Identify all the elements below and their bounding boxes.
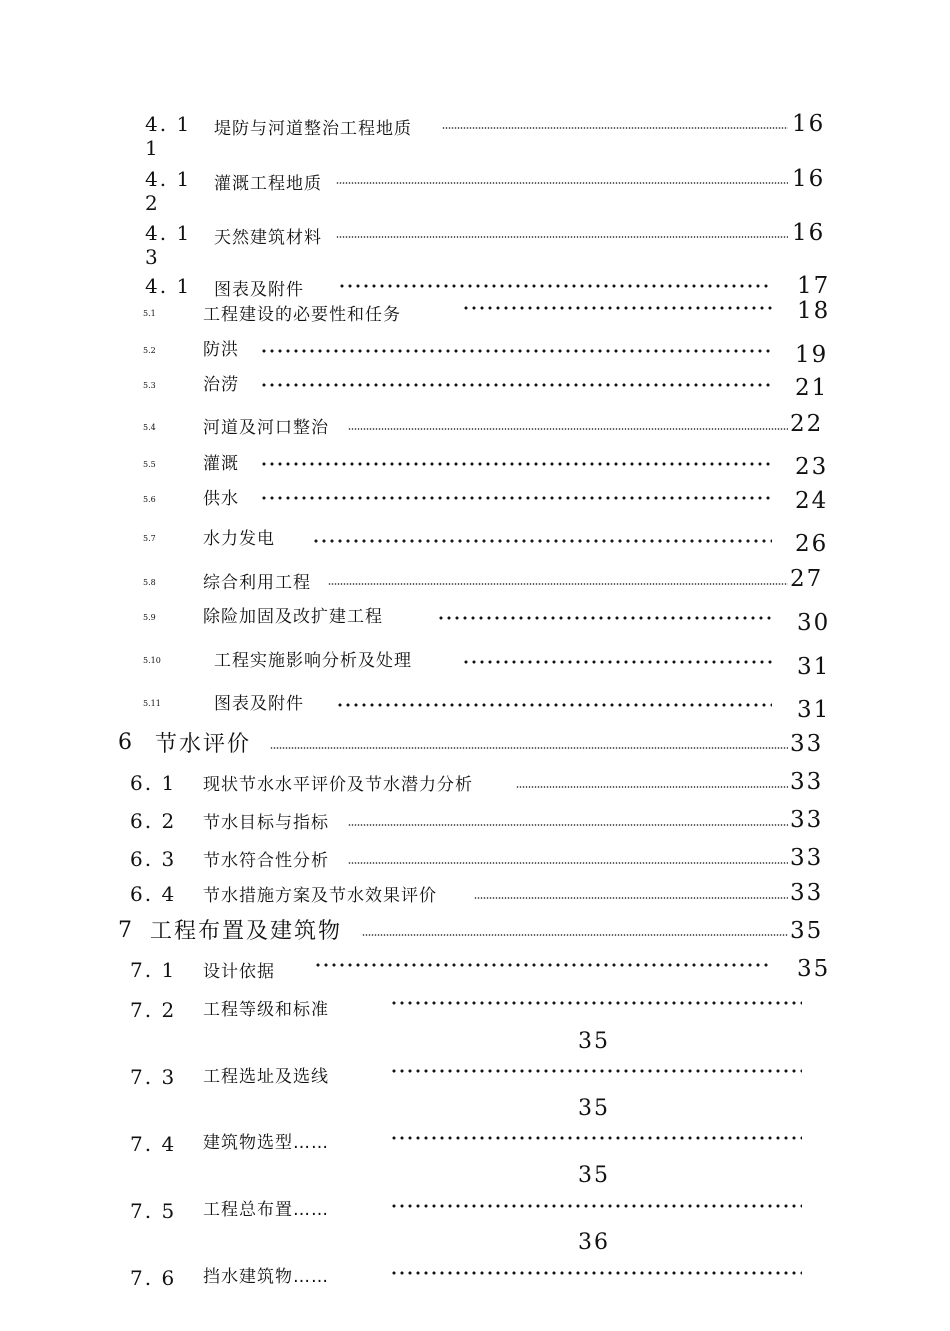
- toc-number: 7. 5: [130, 1199, 177, 1223]
- toc-leader-dots: [348, 861, 788, 865]
- toc-page-number: 26: [795, 531, 829, 557]
- toc-number: 5.4: [143, 423, 156, 432]
- toc-number: 5.11: [143, 699, 161, 708]
- toc-leader-dots: [516, 785, 788, 789]
- toc-page-number: 30: [797, 610, 831, 636]
- toc-page-number: 33: [790, 880, 824, 906]
- toc-title: 河道及河口整治: [203, 418, 329, 438]
- toc-title: 工程建设的必要性和任务: [203, 305, 401, 325]
- toc-page-number: 31: [797, 654, 831, 680]
- toc-page-number: 33: [790, 769, 824, 795]
- toc-title: 供水: [203, 489, 239, 509]
- toc-leader-dots: [260, 461, 772, 467]
- toc-title: 综合利用工程: [203, 573, 311, 593]
- toc-leader-dots: [390, 1068, 802, 1074]
- toc-title: 节水措施方案及节水效果评价: [203, 886, 437, 906]
- toc-title: 防洪: [203, 340, 239, 360]
- toc-leader-dots: [338, 283, 772, 289]
- toc-leader-dots: [336, 235, 788, 239]
- chapter-number: 7: [118, 918, 134, 943]
- toc-page-number: 35: [578, 1096, 610, 1121]
- toc-number-continued: 1: [145, 136, 160, 160]
- toc-leader-dots: [348, 823, 788, 827]
- toc-number: 6. 2: [130, 809, 177, 833]
- toc-page-number: 35: [578, 1029, 610, 1054]
- toc-page-number: 16: [792, 220, 826, 246]
- toc-page-number: 31: [797, 697, 831, 723]
- toc-number-continued: 3: [145, 245, 160, 269]
- toc-number: 4. 1: [145, 274, 192, 298]
- toc-leader-dots: [437, 615, 772, 621]
- toc-leader-dots: [462, 305, 772, 311]
- toc-number: 5.9: [143, 613, 156, 622]
- toc-page-number: 33: [790, 807, 824, 833]
- toc-title: 节水目标与指标: [203, 813, 329, 833]
- toc-number: 5.5: [143, 460, 156, 469]
- toc-number: 4. 1: [145, 112, 192, 136]
- toc-title: 灌溉工程地质: [214, 174, 322, 194]
- toc-title: 图表及附件: [214, 694, 304, 714]
- toc-page-number: 35: [797, 956, 831, 982]
- toc-page-number: 21: [795, 375, 829, 401]
- toc-number: 4. 1: [145, 221, 192, 245]
- toc-number: 6. 3: [130, 847, 177, 871]
- toc-page-number: 19: [795, 342, 829, 368]
- toc-title: 建筑物选型……: [203, 1133, 329, 1153]
- toc-title: 灌溉: [203, 454, 239, 474]
- toc-title: 设计依据: [203, 962, 275, 982]
- toc-number: 6. 4: [130, 882, 177, 906]
- toc-leader-dots: [390, 1000, 802, 1006]
- toc-number: 5.6: [143, 495, 156, 504]
- toc-leader-dots: [336, 181, 788, 185]
- toc-number: 7. 4: [130, 1132, 177, 1156]
- toc-title: 工程等级和标准: [203, 1000, 329, 1020]
- toc-number: 7. 1: [130, 958, 177, 982]
- toc-number: 5.2: [143, 346, 156, 355]
- toc-page-number: 22: [790, 411, 824, 437]
- toc-number: 7. 3: [130, 1065, 177, 1089]
- toc-page-number: 33: [790, 845, 824, 871]
- toc-leader-dots: [260, 348, 772, 354]
- toc-leader-dots: [390, 1270, 802, 1276]
- toc-page-number: 35: [790, 918, 824, 944]
- toc-number: 5.7: [143, 534, 156, 543]
- toc-number: 7. 6: [130, 1266, 177, 1290]
- toc-leader-dots: [312, 538, 772, 544]
- toc-leader-dots: [260, 382, 772, 388]
- toc-number-continued: 2: [145, 191, 160, 215]
- toc-leader-dots: [314, 962, 772, 968]
- toc-leader-dots: [270, 746, 788, 750]
- toc-page-number: 36: [578, 1230, 610, 1255]
- toc-page-number: 33: [790, 731, 824, 757]
- toc-title: 除险加固及改扩建工程: [203, 607, 383, 627]
- toc-page-number: 16: [792, 166, 826, 192]
- toc-page-number: 23: [795, 454, 829, 480]
- toc-page-number: 27: [790, 566, 824, 592]
- toc-leader-dots: [462, 659, 772, 665]
- toc-number: 5.10: [143, 656, 161, 665]
- toc-title: 堤防与河道整治工程地质: [214, 119, 412, 139]
- toc-page-number: 24: [795, 488, 829, 514]
- toc-number: 7. 2: [130, 998, 177, 1022]
- toc-leader-dots: [390, 1203, 802, 1209]
- toc-leader-dots: [260, 495, 772, 501]
- toc-title: 节水符合性分析: [203, 851, 329, 871]
- toc-leader-dots: [390, 1135, 802, 1141]
- toc-leader-dots: [474, 896, 788, 900]
- toc-page-number: 17: [797, 273, 831, 299]
- toc-number: 5.1: [143, 309, 156, 318]
- toc-number: 6. 1: [130, 771, 177, 795]
- chapter-title: 工程布置及建筑物: [150, 919, 343, 944]
- toc-leader-dots: [362, 933, 788, 937]
- toc-title: 水力发电: [203, 529, 275, 549]
- toc-leader-dots: [336, 702, 772, 708]
- toc-page-number: 18: [797, 298, 831, 324]
- toc-title: 工程选址及选线: [203, 1067, 329, 1087]
- chapter-number: 6: [118, 730, 134, 755]
- toc-leader-dots: [348, 427, 788, 431]
- toc-title: 工程实施影响分析及处理: [214, 651, 412, 671]
- toc-leader-dots: [442, 126, 788, 130]
- toc-title: 天然建筑材料: [214, 228, 322, 248]
- toc-number: 5.3: [143, 381, 156, 390]
- toc-title: 挡水建筑物……: [203, 1267, 329, 1287]
- toc-page-number: 16: [792, 111, 826, 137]
- chapter-title: 节水评价: [155, 732, 252, 757]
- toc-leader-dots: [328, 582, 788, 586]
- toc-page-number: 35: [578, 1163, 610, 1188]
- toc-number: 4. 1: [145, 167, 192, 191]
- toc-title: 图表及附件: [214, 280, 304, 300]
- toc-title: 现状节水水平评价及节水潜力分析: [203, 775, 473, 795]
- toc-number: 5.8: [143, 578, 156, 587]
- toc-title: 治涝: [203, 375, 239, 395]
- toc-title: 工程总布置……: [203, 1200, 329, 1220]
